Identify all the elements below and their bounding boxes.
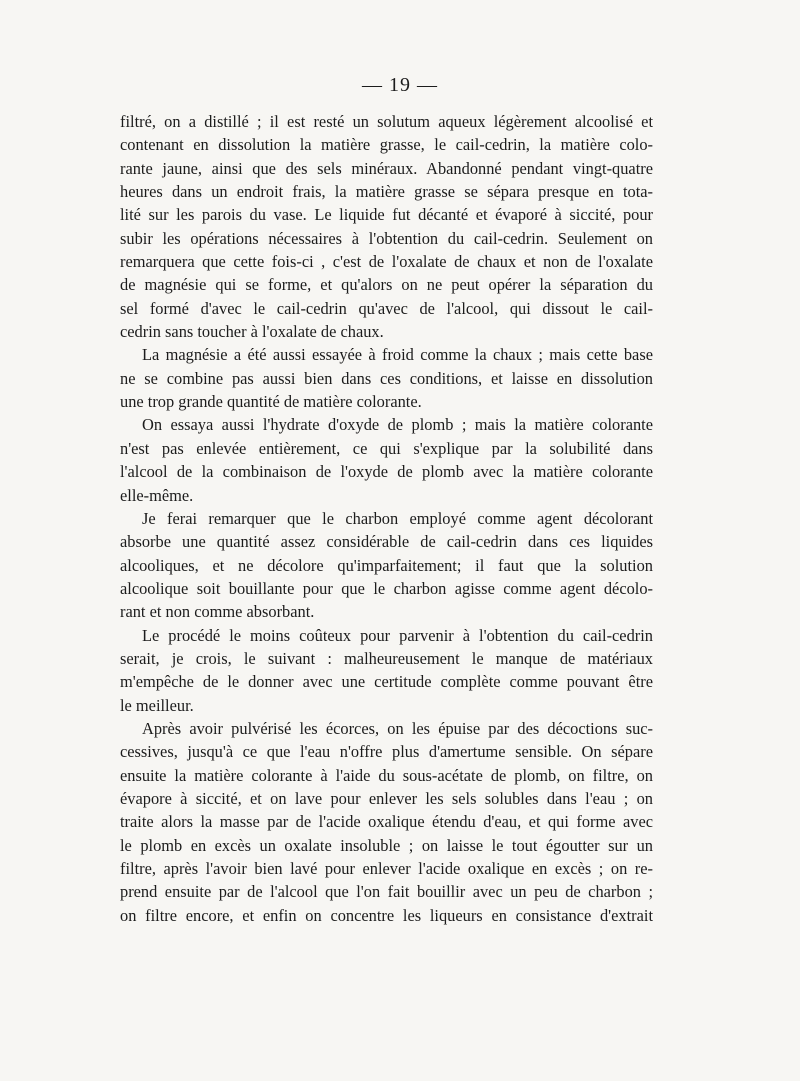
text-line: une trop grande quantité de matière colorante.	[120, 392, 422, 412]
text-line: Après avoir pulvérisé les écorces, on les épuise par des décoctions suc-	[142, 718, 653, 738]
text-line: heures dans un endroit frais, la matière grasse se sépara presque en tota-	[120, 182, 653, 202]
text-line: contenant en dissolution la matière grasse, le cail-cedrin, la matière colo-	[120, 135, 653, 155]
text-line: cedrin sans toucher à l'oxalate de chaux.	[120, 322, 384, 342]
paragraph-3	[120, 413, 653, 506]
text-line: ensuite la matière colorante à l'aide du sous-acétate de plomb, on filtre, on	[120, 765, 653, 785]
text-line: de magnésie qui se forme, et qu'alors on ne peut opérer la séparation du	[120, 275, 653, 295]
paragraph-5	[120, 624, 653, 717]
text-line: subir les opérations nécessaires à l'obtention du cail-cedrin. Seulement on	[120, 228, 653, 248]
paragraph-1	[120, 110, 653, 343]
text-line: Le procédé le moins coûteux pour parvenir à l'obtention du cail-cedrin	[142, 625, 653, 645]
text-line: lité sur les parois du vase. Le liquide fut décanté et évaporé à siccité, pour	[120, 205, 653, 225]
text-line: sel formé d'avec le cail-cedrin qu'avec de l'alcool, qui dissout le cail-	[120, 298, 653, 318]
text-line: filtré, on a distillé ; il est resté un solutum aqueux légèrement alcoolisé et	[120, 112, 653, 131]
text-line: le plomb en excès un oxalate insoluble ; on laisse le tout égoutter sur un	[120, 835, 653, 855]
page-number: — 19 —	[362, 74, 438, 96]
text-line: évapore à siccité, et on lave pour enlever les sels solubles dans l'eau ; on	[120, 788, 653, 808]
text-line: filtre, après l'avoir bien lavé pour enlever l'acide oxalique en excès ; on re-	[120, 859, 653, 878]
text-line: n'est pas enlevée entièrement, ce qui s'explique par la solubilité dans	[120, 438, 653, 458]
paragraph-4	[120, 507, 653, 624]
text-line: traite alors la masse par de l'acide oxalique étendu d'eau, et qui forme avec	[120, 812, 653, 832]
text-line: l'alcool de la combinaison de l'oxyde de plomb avec la matière colorante	[120, 462, 653, 482]
text-line: ne se combine pas aussi bien dans ces conditions, et laisse en dissolution	[120, 368, 653, 388]
text-line: alcooliques, et ne décolore qu'imparfaitement; il faut que la solution	[120, 555, 653, 575]
text-line: La magnésie a été aussi essayée à froid comme la chaux ; mais cette base	[142, 345, 653, 365]
text-line: elle-même.	[120, 485, 194, 505]
text-line: cessives, jusqu'à ce que l'eau n'offre plus d'amertume sensible. On sépare	[120, 742, 653, 762]
text-line: le meilleur.	[120, 695, 194, 715]
paragraph-2	[120, 343, 653, 413]
text-line: remarquera que cette fois-ci , c'est de l'oxalate de chaux et non de l'oxalate	[120, 252, 653, 272]
paragraph-6	[120, 717, 653, 927]
text-line: serait, je crois, le suivant : malheureusement le manque de matériaux	[120, 648, 653, 668]
text-line: rante jaune, ainsi que des sels minéraux. Abandonné pendant vingt-quatre	[120, 158, 653, 178]
text-line: on filtre encore, et enfin on concentre les liqueurs en consistance d'extrait	[120, 905, 653, 925]
text-line: alcoolique soit bouillante pour que le charbon agisse comme agent décolo-	[120, 578, 653, 598]
text-line: absorbe une quantité assez considérable de cail-cedrin dans ces liquides	[120, 532, 653, 552]
text-line: rant et non comme absorbant.	[120, 602, 315, 622]
text-line: m'empêche de le donner avec une certitude complète comme pouvant être	[120, 672, 653, 692]
body-text	[120, 110, 653, 927]
text-line: Je ferai remarquer que le charbon employé comme agent décolorant	[142, 508, 653, 528]
text-line: On essaya aussi l'hydrate d'oxyde de plomb ; mais la matière colorante	[142, 415, 653, 435]
text-line: prend ensuite par de l'alcool que l'on fait bouillir avec un peu de charbon ;	[120, 882, 653, 902]
